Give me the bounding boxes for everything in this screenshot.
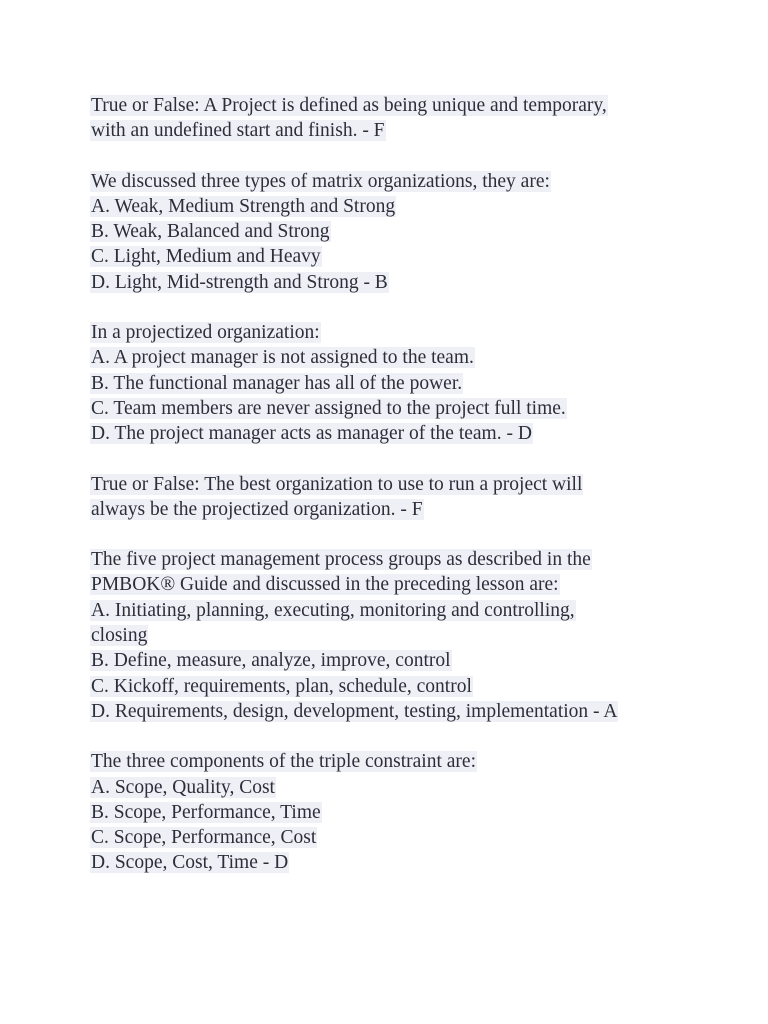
question-6-option-a: A. Scope, Quality, Cost bbox=[91, 776, 275, 798]
question-6-option-c: C. Scope, Performance, Cost bbox=[91, 827, 317, 849]
question-5-option-a: A. Initiating, planning, executing, monitoring and controlling, bbox=[91, 599, 575, 621]
question-4-line-1: True or False: The best organization to use to run a project will bbox=[91, 473, 583, 495]
question-5-prompt-line-1: The five project management process groups as described in the bbox=[91, 549, 591, 571]
question-2-option-b: B. Weak, Balanced and Strong bbox=[91, 221, 330, 243]
question-3-prompt: In a projectized organization: bbox=[91, 322, 320, 344]
question-2 bbox=[90, 169, 690, 295]
question-4-line-2: always be the projectized organization. - F bbox=[91, 498, 423, 520]
question-1-line-1: True or False: A Project is defined as being unique and temporary, bbox=[91, 95, 607, 116]
question-3-option-a: A. A project manager is not assigned to the team. bbox=[91, 347, 474, 369]
question-1-line-2: with an undefined start and finish. - F bbox=[91, 120, 385, 142]
question-5-option-a-cont: closing bbox=[91, 625, 148, 647]
question-2-option-c: C. Light, Medium and Heavy bbox=[91, 246, 321, 268]
question-6-option-d: D. Scope, Cost, Time - D bbox=[91, 852, 289, 874]
question-3-option-b: B. The functional manager has all of the power. bbox=[91, 372, 463, 394]
question-2-option-a: A. Weak, Medium Strength and Strong bbox=[91, 195, 396, 217]
question-5-option-d: D. Requirements, design, development, testing, implementation - A bbox=[91, 700, 618, 722]
question-3-option-c: C. Team members are never assigned to the project full time. bbox=[91, 397, 566, 419]
question-5-option-b: B. Define, measure, analyze, improve, control bbox=[91, 650, 451, 672]
question-1 bbox=[90, 93, 690, 144]
question-3-option-d: D. The project manager acts as manager of the team. - D bbox=[91, 423, 532, 445]
question-6-option-b: B. Scope, Performance, Time bbox=[91, 801, 321, 823]
question-2-prompt: We discussed three types of matrix organizations, they are: bbox=[91, 170, 550, 192]
question-6 bbox=[90, 749, 690, 875]
question-4 bbox=[90, 472, 690, 523]
question-6-prompt: The three components of the triple constraint are: bbox=[91, 751, 476, 773]
question-5-option-c: C. Kickoff, requirements, plan, schedule, control bbox=[91, 675, 472, 697]
document-body bbox=[90, 93, 690, 901]
question-2-option-d: D. Light, Mid-strength and Strong - B bbox=[91, 271, 388, 293]
question-5-prompt-line-2: PMBOK® Guide and discussed in the preceding lesson are: bbox=[91, 574, 559, 596]
question-5 bbox=[90, 547, 690, 724]
question-3 bbox=[90, 320, 690, 446]
